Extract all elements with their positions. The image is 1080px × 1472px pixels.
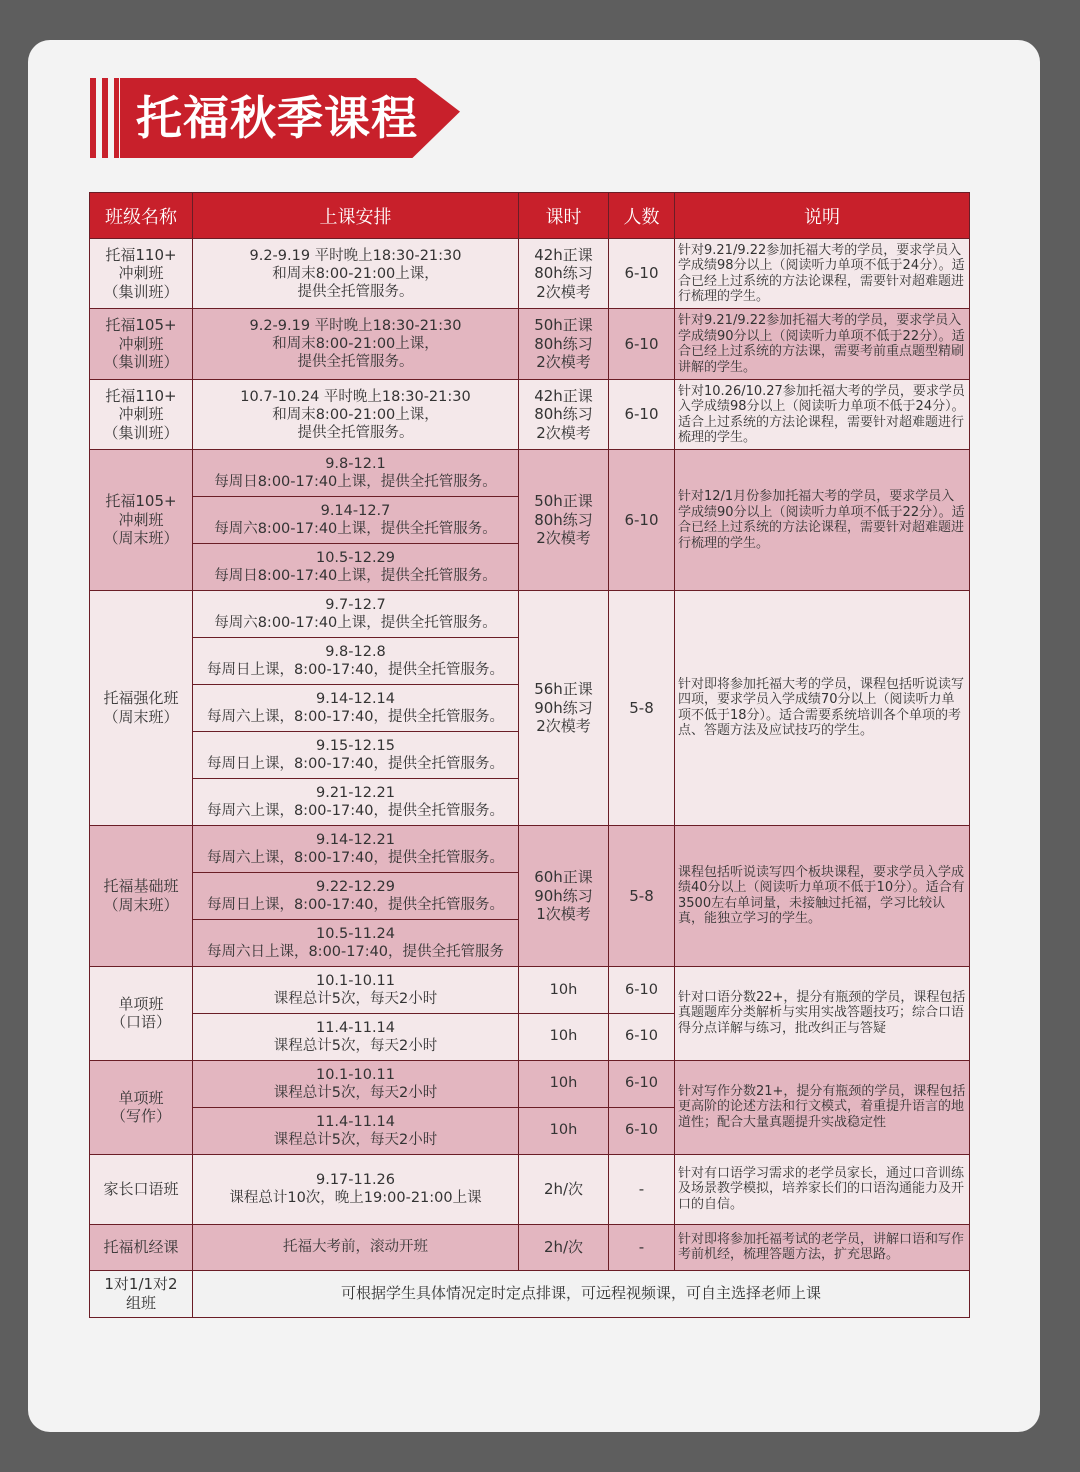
description-cell: 针对12/1月份参加托福大考的学员，要求学员入学成绩90分以上（阅读听力单项不低于22分）。适合已经上过系统的方法论课程，需要针对超难题进行梳理的学生。: [675, 450, 970, 591]
header-class-size: 人数: [609, 193, 675, 239]
table-row: [90, 239, 970, 309]
course-table: [89, 192, 970, 1318]
hours-cell: 10h: [519, 1013, 609, 1060]
banner-stripe: [102, 78, 108, 158]
description-cell: 针对9.21/9.22参加托福大考的学员，要求学员入学成绩98分以上（阅读听力单项不低于24分）。适合已经上过系统的方法论课程，需要针对超难题进行梳理的学生。: [675, 239, 970, 309]
schedule-cell: 9.21-12.21 每周六上课，8:00-17:40，提供全托管服务。: [193, 779, 519, 826]
class-name-cell: 托福110+ 冲刺班 （集训班）: [90, 239, 193, 309]
table-row: [90, 825, 970, 872]
class-size-cell: 6-10: [609, 966, 675, 1013]
description-cell: 针对口语分数22+，提分有瓶颈的学员，课程包括真题题库分类解析与实用实战答题技巧；综合口语得分点详解与练习，批改纠正与答疑: [675, 966, 970, 1060]
hours-cell: 50h正课 80h练习 2次模考: [519, 309, 609, 380]
class-size-cell: 5-8: [609, 825, 675, 966]
schedule-cell: 9.14-12.7 每周六8:00-17:40上课，提供全托管服务。: [193, 497, 519, 544]
hours-cell: 42h正课 80h练习 2次模考: [519, 239, 609, 309]
schedule-cell: 9.7-12.7 每周六8:00-17:40上课，提供全托管服务。: [193, 591, 519, 638]
class-name-cell: 单项班 （写作）: [90, 1060, 193, 1154]
header-description: 说明: [675, 193, 970, 239]
schedule-cell: 10.5-11.24 每周六日上课，8:00-17:40，提供全托管服务: [193, 919, 519, 966]
table-row: [90, 966, 970, 1013]
schedule-cell: 9.2-9.19 平时晚上18:30-21:30 和周末8:00-21:00上课， 提供全托管服务。: [193, 309, 519, 380]
class-name-cell: 1对1/1对2 组班: [90, 1270, 193, 1317]
table-header-row: [90, 193, 970, 239]
class-size-cell: 6-10: [609, 239, 675, 309]
class-name-cell: 托福105+ 冲刺班 （周末班）: [90, 450, 193, 591]
description-cell: 针对9.21/9.22参加托福大考的学员，要求学员入学成绩90分以上（阅读听力单项不低于22分）。适合已经上过系统的方法课，需要考前重点题型精刷讲解的学生。: [675, 309, 970, 380]
hours-cell: 2h/次: [519, 1224, 609, 1270]
schedule-cell: 10.1-10.11 课程总计5次，每天2小时: [193, 1060, 519, 1107]
class-size-cell: 6-10: [609, 450, 675, 591]
hours-cell: 10h: [519, 1107, 609, 1154]
class-name-cell: 家长口语班: [90, 1154, 193, 1224]
hours-cell: 56h正课 90h练习 2次模考: [519, 591, 609, 826]
hours-cell: 60h正课 90h练习 1次模考: [519, 825, 609, 966]
schedule-cell: 10.7-10.24 平时晚上18:30-21:30 和周末8:00-21:00上课， 提供全托管服务。: [193, 380, 519, 450]
schedule-cell: 11.4-11.14 课程总计5次，每天2小时: [193, 1107, 519, 1154]
header-class-name: 班级名称: [90, 193, 193, 239]
class-name-cell: 托福强化班 （周末班）: [90, 591, 193, 826]
class-size-cell: -: [609, 1154, 675, 1224]
header-hours: 课时: [519, 193, 609, 239]
table-row: [90, 1270, 970, 1317]
schedule-cell: 9.8-12.1 每周日8:00-17:40上课，提供全托管服务。: [193, 450, 519, 497]
hours-cell: 10h: [519, 1060, 609, 1107]
note-cell: 可根据学生具体情况定时定点排课，可远程视频课，可自主选择老师上课: [193, 1270, 970, 1317]
schedule-cell: 9.15-12.15 每周日上课，8:00-17:40，提供全托管服务。: [193, 732, 519, 779]
schedule-cell: 9.2-9.19 平时晚上18:30-21:30 和周末8:00-21:00上课， 提供全托管服务。: [193, 239, 519, 309]
hours-cell: 2h/次: [519, 1154, 609, 1224]
description-cell: 针对即将参加托福大考的学员，课程包括听说读写四项，要求学员入学成绩70分以上（阅读听力单项不低于18分）。适合需要系统培训各个单项的考点、答题方法及应试技巧的学生。: [675, 591, 970, 826]
class-name-cell: 单项班 （口语）: [90, 966, 193, 1060]
table-body: [90, 239, 970, 1318]
title-banner: [90, 78, 460, 158]
description-cell: 课程包括听说读写四个板块课程，要求学员入学成绩40分以上（阅读听力单项不低于10分）。适合有3500左右单词量，未接触过托福，学习比较认真，能独立学习的学生。: [675, 825, 970, 966]
class-name-cell: 托福110+ 冲刺班 （集训班）: [90, 380, 193, 450]
table-row: [90, 380, 970, 450]
schedule-cell: 9.14-12.21 每周六上课，8:00-17:40，提供全托管服务。: [193, 825, 519, 872]
class-size-cell: 6-10: [609, 1107, 675, 1154]
class-size-cell: 5-8: [609, 591, 675, 826]
schedule-cell: 9.14-12.14 每周六上课，8:00-17:40，提供全托管服务。: [193, 685, 519, 732]
schedule-cell: 9.17-11.26 课程总计10次，晚上19:00-21:00上课: [193, 1154, 519, 1224]
class-size-cell: 6-10: [609, 380, 675, 450]
class-size-cell: 6-10: [609, 309, 675, 380]
class-name-cell: 托福机经课: [90, 1224, 193, 1270]
hours-cell: 10h: [519, 966, 609, 1013]
schedule-cell: 10.5-12.29 每周日8:00-17:40上课，提供全托管服务。: [193, 544, 519, 591]
table-row: [90, 1224, 970, 1270]
table-row: [90, 1060, 970, 1107]
table-row: [90, 591, 970, 638]
header-schedule: 上课安排: [193, 193, 519, 239]
class-name-cell: 托福105+ 冲刺班 （集训班）: [90, 309, 193, 380]
class-size-cell: 6-10: [609, 1013, 675, 1060]
description-cell: 针对写作分数21+，提分有瓶颈的学员，课程包括更高阶的论述方法和行文模式，着重提升语言的地道性；配合大量真题提升实战稳定性: [675, 1060, 970, 1154]
description-cell: 针对10.26/10.27参加托福大考的学员，要求学员入学成绩98分以上（阅读听力单项不低于24分）。适合上过系统的方法论课程，需要针对超难题进行梳理的学生。: [675, 380, 970, 450]
schedule-cell: 10.1-10.11 课程总计5次，每天2小时: [193, 966, 519, 1013]
schedule-cell: 11.4-11.14 课程总计5次，每天2小时: [193, 1013, 519, 1060]
banner-stripe: [90, 78, 96, 158]
description-cell: 针对有口语学习需求的老学员家长，通过口音训练及场景教学模拟，培养家长们的口语沟通能力及开口的自信。: [675, 1154, 970, 1224]
class-size-cell: -: [609, 1224, 675, 1270]
table-row: [90, 450, 970, 497]
description-cell: 针对即将参加托福考试的老学员，讲解口语和写作考前机经，梳理答题方法，扩充思路。: [675, 1224, 970, 1270]
table-row: [90, 1154, 970, 1224]
schedule-cell: 9.22-12.29 每周日上课，8:00-17:40，提供全托管服务。: [193, 872, 519, 919]
class-size-cell: 6-10: [609, 1060, 675, 1107]
hours-cell: 42h正课 80h练习 2次模考: [519, 380, 609, 450]
page-title: 托福秋季课程: [136, 91, 418, 145]
banner-stripe: [114, 78, 119, 158]
hours-cell: 50h正课 80h练习 2次模考: [519, 450, 609, 591]
class-name-cell: 托福基础班 （周末班）: [90, 825, 193, 966]
table-row: [90, 309, 970, 380]
schedule-cell: 托福大考前，滚动开班: [193, 1224, 519, 1270]
schedule-cell: 9.8-12.8 每周日上课，8:00-17:40，提供全托管服务。: [193, 638, 519, 685]
